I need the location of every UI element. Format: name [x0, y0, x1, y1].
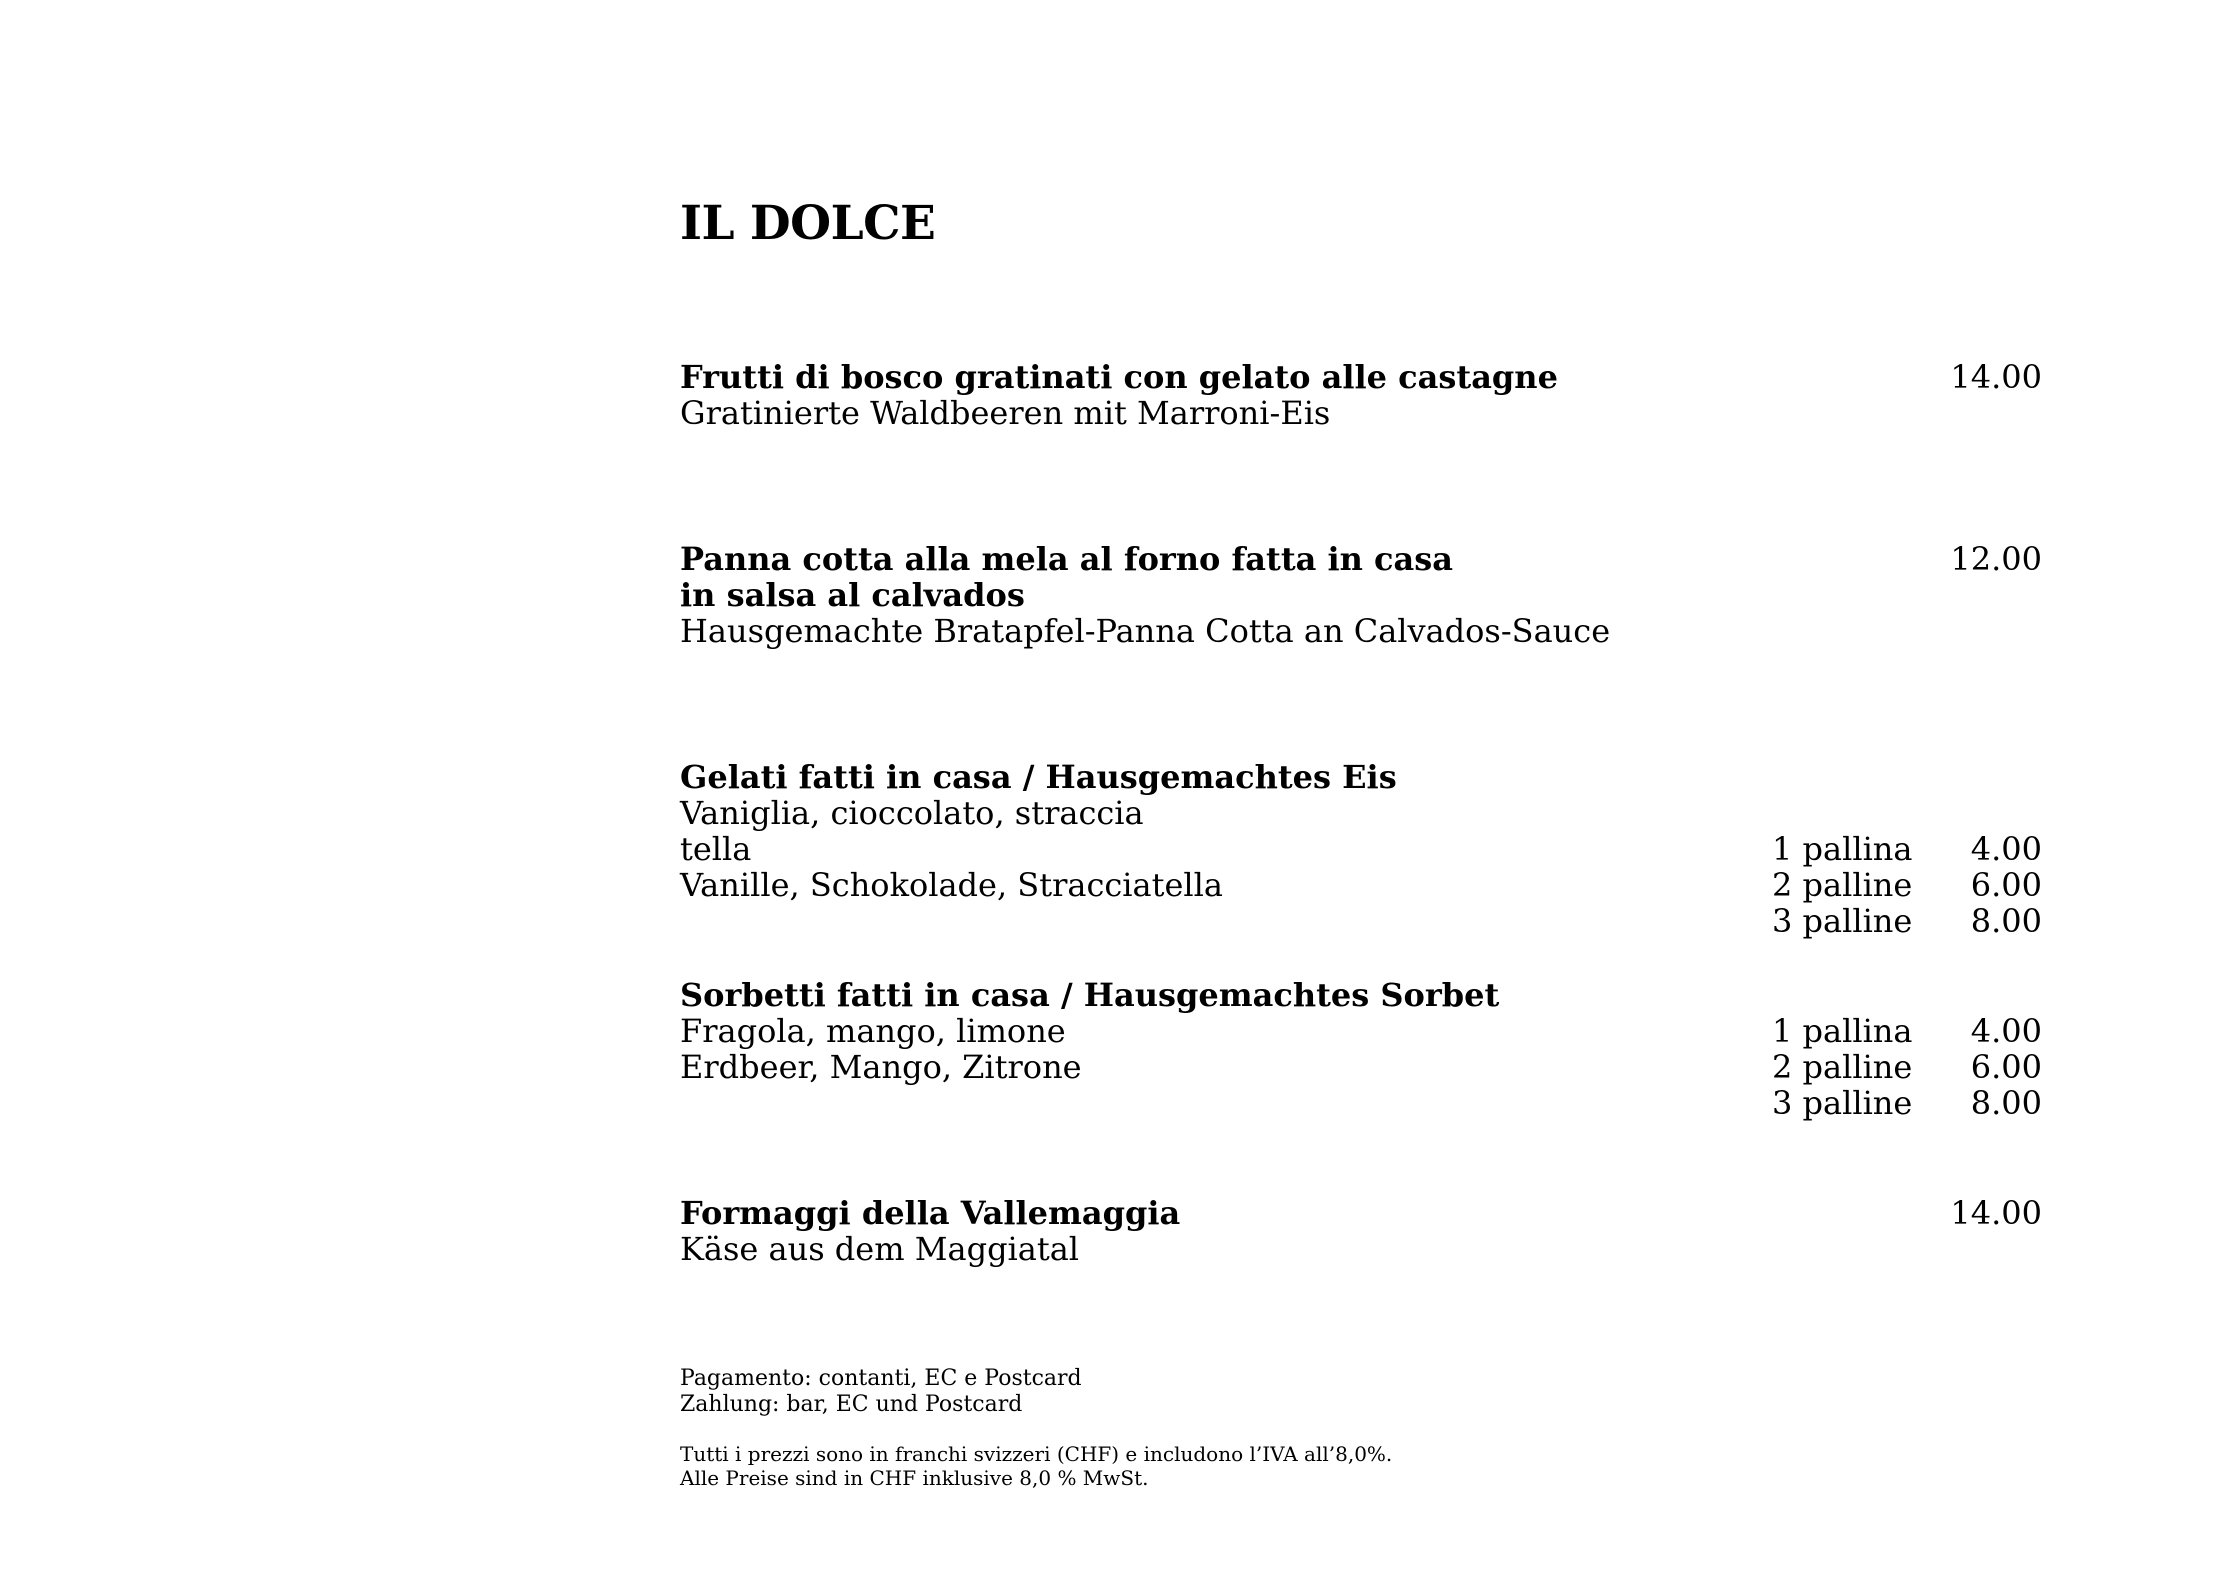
size-price: 6.00 — [1970, 866, 2042, 904]
item-price: 12.00 — [1950, 540, 2042, 578]
item-desc-line1: Fragola, mango, limone — [680, 1012, 1066, 1050]
size-label: 1 pallina — [1772, 1012, 1913, 1050]
item-name-it: Frutti di bosco gratinati con gelato alle castagne — [680, 358, 1558, 396]
size-price: 4.00 — [1970, 830, 2042, 868]
item-name-de: Gratinierte Waldbeeren mit Marroni-Eis — [680, 394, 1331, 432]
size-label: 2 palline — [1772, 866, 1913, 904]
vat-note-de: Alle Preise sind in CHF inklusive 8,0 % MwSt. — [680, 1466, 1149, 1490]
item-heading: Sorbetti fatti in casa / Hausgemachtes Sorbet — [680, 976, 1500, 1014]
item-name-de: Käse aus dem Maggiatal — [680, 1230, 1080, 1268]
item-heading: Gelati fatti in casa / Hausgemachtes Eis — [680, 758, 1397, 796]
item-name-it: Formaggi della Vallemaggia — [680, 1194, 1181, 1232]
size-price: 4.00 — [1970, 1012, 2042, 1050]
item-name-it-line2: in salsa al calvados — [680, 576, 1025, 614]
page-title: IL DOLCE — [680, 196, 936, 251]
size-label: 1 pallina — [1772, 830, 1913, 868]
payment-de: Zahlung: bar, EC und Postcard — [680, 1392, 1023, 1417]
size-label: 3 palline — [1772, 902, 1913, 940]
size-price: 8.00 — [1970, 902, 2042, 940]
item-name-de: Hausgemachte Bratapfel-Panna Cotta an Calvados-Sauce — [680, 612, 1611, 650]
size-price: 8.00 — [1970, 1084, 2042, 1122]
item-price: 14.00 — [1950, 358, 2042, 396]
item-desc-line1: Vaniglia, cioccolato, straccia — [680, 794, 1144, 832]
item-desc-line3: Vanille, Schokolade, Stracciatella — [680, 866, 1223, 904]
payment-it: Pagamento: contanti, EC e Postcard — [680, 1366, 1082, 1391]
item-desc-line2: tella — [680, 830, 752, 868]
item-name-it-line1: Panna cotta alla mela al forno fatta in casa — [680, 540, 1453, 578]
item-desc-line2: Erdbeer, Mango, Zitrone — [680, 1048, 1082, 1086]
size-price: 6.00 — [1970, 1048, 2042, 1086]
size-label: 2 palline — [1772, 1048, 1913, 1086]
item-price: 14.00 — [1950, 1194, 2042, 1232]
vat-note-it: Tutti i prezzi sono in franchi svizzeri (CHF) e includono l’IVA all’8,0%. — [680, 1442, 1393, 1466]
size-label: 3 palline — [1772, 1084, 1913, 1122]
